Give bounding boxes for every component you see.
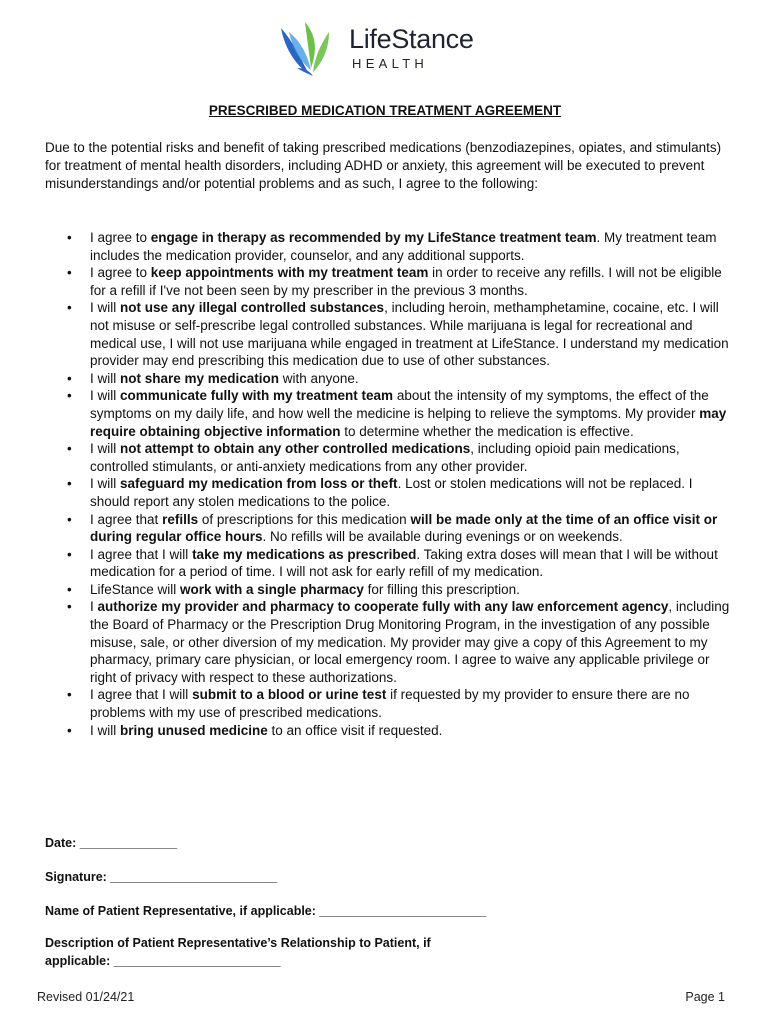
- term-text: if requested by my provider to ensure there are no problems with my use of prescribed medications.: [90, 687, 690, 721]
- agreement-terms-list: [45, 229, 735, 739]
- agreement-term: [45, 440, 735, 475]
- term-emphasis: take my medications as prescribed: [192, 546, 417, 562]
- term-text: . My treatment team includes the medication provider, counselor, and any additional supports.: [90, 230, 717, 263]
- lifestance-logo-icon: [275, 18, 337, 78]
- term-text: to determine whether the medication is effective.: [340, 423, 634, 439]
- page-title: PRESCRIBED MEDICATION TREATMENT AGREEMENT: [208, 103, 562, 118]
- term-text: . Taking extra doses will mean that I will be without medication for a period of time. I will not ask for early refill of my medication.: [90, 546, 718, 580]
- term-emphasis: work with a single pharmacy: [180, 581, 364, 597]
- agreement-term: [45, 475, 735, 510]
- term-text: I agree that: [90, 511, 163, 527]
- term-emphasis: authorize my provider and pharmacy to cooperate fully with any law enforcement agency: [97, 599, 669, 615]
- term-text: LifeStance will: [90, 581, 181, 597]
- term-text: I agree to: [90, 230, 151, 245]
- term-emphasis: engage in therapy as recommended by my LifeStance treatment team: [150, 230, 597, 245]
- term-text: in order to receive any refills. I will not be eligible for a refill if I've not been seen by my prescriber in the previous 3 months.: [90, 265, 722, 298]
- term-text: I will: [90, 476, 120, 492]
- agreement-term: [45, 299, 735, 369]
- agreement-term: [45, 686, 735, 721]
- term-text: I agree to: [90, 265, 151, 281]
- term-text: I will: [90, 722, 120, 738]
- date-field[interactable]: Date: ______________: [45, 836, 178, 850]
- agreement-term: [45, 546, 735, 581]
- relationship-label: Description of Patient Representative’s Relationship to Patient, if: [45, 936, 431, 950]
- representative-name-field[interactable]: Name of Patient Representative, if applicable: ________________________: [45, 904, 487, 918]
- term-text: , including the Board of Pharmacy or the Prescription Drug Monitoring Program, in the investigation of any possible misuse, sale, or other diversion of my medication. My provider may give a copy of this Agreement to my pharmacy, primary care physician, or local emergency room. I agree to waive any applicable privilege or right of privacy with respect to these authorizations.: [90, 599, 730, 685]
- agreement-term: [45, 229, 735, 264]
- term-emphasis: refills: [162, 511, 199, 527]
- agreement-term: [45, 387, 735, 440]
- term-text: about the intensity of my symptoms, the effect of the symptoms on my daily life, and how well the medicine is helping to relieve the symptoms. My provider: [90, 388, 709, 421]
- logo-wordmark: LifeStance: [349, 24, 474, 54]
- term-text: , including heroin, methamphetamine, cocaine, etc. I will not misuse or self-prescribe legal controlled substances. While marijuana is legal for recreational and medical use, I will not use marijuana while engaged in treatment at LifeStance. I understand my medication provider may end prescribing this medication due to use of other substances.: [90, 300, 729, 369]
- term-emphasis: may require obtaining objective information: [90, 405, 727, 439]
- term-emphasis: will be made only at the time of an office visit or during regular office hours: [90, 511, 718, 545]
- term-emphasis: communicate fully with my treatment team: [120, 388, 394, 404]
- term-text: I will: [90, 441, 120, 457]
- term-emphasis: not share my medication: [120, 370, 280, 386]
- term-text: I will: [90, 300, 120, 316]
- term-text: I will: [90, 370, 120, 386]
- term-text: to an office visit if requested.: [267, 722, 443, 738]
- term-text: I will: [90, 388, 120, 404]
- term-emphasis: not use any illegal controlled substances: [120, 300, 385, 316]
- term-text: , including opioid pain medications, controlled stimulants, or anti-anxiety medications from any other provider.: [90, 441, 680, 474]
- revised-date: Revised 01/24/21: [37, 990, 135, 1004]
- intro-paragraph: Due to the potential risks and benefit of taking prescribed medications (benzodiazepines, opiates, and stimulants) for treatment of mental health disorders, including ADHD or anxiety, this agreement will be executed to prevent misunderstandings and/or potential problems and as such, I agree to the following:: [45, 140, 722, 191]
- term-text: of prescriptions for this medication: [198, 511, 411, 527]
- term-emphasis: not attempt to obtain any other controlled medications: [120, 441, 471, 457]
- logo-subtitle: HEALTH: [352, 56, 429, 71]
- agreement-term: [45, 370, 735, 388]
- term-text: with anyone.: [279, 370, 359, 386]
- term-emphasis: safeguard my medication from loss or theft: [120, 476, 398, 492]
- relationship-field[interactable]: [45, 934, 431, 970]
- term-emphasis: submit to a blood or urine test: [192, 687, 387, 703]
- term-text: for filling this prescription.: [363, 581, 520, 597]
- agreement-term: [45, 264, 735, 299]
- agreement-term: [45, 511, 735, 546]
- agreement-term: [45, 598, 735, 686]
- lifestance-logo: [275, 18, 505, 78]
- term-text: . Lost or stolen medications will not be replaced. I should report any stolen medications to the police.: [90, 476, 693, 509]
- agreement-term: [45, 722, 735, 740]
- term-text: I agree that I will: [90, 687, 193, 703]
- term-text: I: [90, 599, 98, 615]
- agreement-term: [45, 581, 735, 599]
- term-text: . No refills will be available during evenings or on weekends.: [262, 529, 623, 545]
- term-emphasis: keep appointments with my treatment team: [150, 265, 429, 281]
- signature-field[interactable]: Signature: ________________________: [45, 870, 278, 884]
- relationship-blank[interactable]: applicable: ________________________: [45, 954, 281, 968]
- term-emphasis: bring unused medicine: [120, 722, 268, 738]
- page-number: Page 1: [685, 990, 725, 1004]
- term-text: I agree that I will: [90, 546, 193, 562]
